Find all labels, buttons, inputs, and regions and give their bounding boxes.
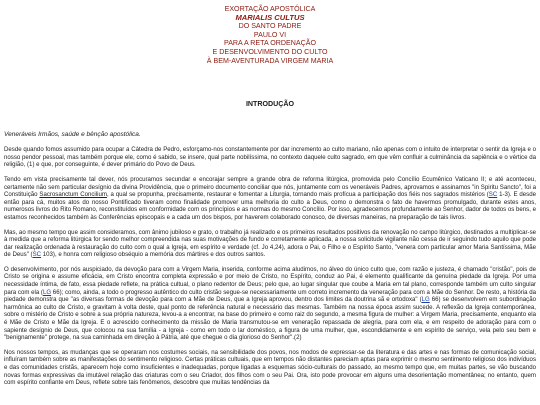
- section-title: INTRODUÇÃO: [245, 100, 295, 109]
- lg-link[interactable]: LG: [421, 296, 430, 304]
- paragraph-2-text-a: Tendo em vista precisamente tal dever, nós procuramos secundar e encorajar sempre a grande obra de reforma litúrgica, promovida pelo Concílio Ecumênico Vaticano II; e até aconteceu, certamente não sem particular desígnio da divina Providência, que o primeiro documento conciliar que nós, juntamente com os veneráveis Padres, aprovamos e assinamos "in Spiritu Sancto", foi a Constituição: [4, 175, 536, 199]
- paragraph-4-text-c: 66) se desenvolvem em subordinação harmônica ao culto de Cristo, e gravitam à volta deste, qual ponto de referência natural e necessário das mesmas. Também na nossa época assim sucede. A reflexão da Igreja contemporânea, sobre o mistério de Cristo e sobre a sua própria natureza, levou-a a encontrar, na base do primeiro e como raiz do segundo, a mesma figura de mulher: a Virgem Maria, precisamente, enquanto ela é Mãe de Cristo e Mãe da Igreja. E o acrescido conhecimento da missão de Maria transmutou-se em veneração repassada de alegria, para com ela, e em respeito de adoração para com o sapiente desígnio de Deus, que colocou na sua família - a Igreja - como em todo o lar doméstico, a figura de uma mulher, que, escondidamente e em espírito de serviço, vela pelo seu bem e "benignamente" protege, na sua caminhada em direção à Pátria, até que chegue o dia glorioso do Senhor".(2): [4, 296, 537, 342]
- paragraph-5: Nos nossos tempos, as mudanças que se operaram nos costumes sociais, na sensibilidade dos povos, nos modos de expressar-se da literatura e das artes e nas formas de comunicação social, influíram também sobre as manifestações do sentimento religioso. Certas práticas cultuais, que em tempos não distantes pareciam aptas para exprimir o mesmo sentimento religioso dos indivíduos e das comunidades cristãs, aparecem hoje como insuficientes e inadequadas, porque ligadas a esquemas sócio-culturais do passado, ao mesmo tempo que, em muitas partes, se vão buscando novas formas expressivas da imutável relação das criaturas com o seu Criador, dos filhos com o seu Pai. Ora, isto pode provocar em alguns uma desorientação momentânea; no entanto, quem com espírito confiante em Deus, reflete sobre tais fenômenos, descobre que muitas tendências da: [4, 348, 536, 387]
- header-line-7: À BEM-AVENTURADA VIRGEM MARIA: [206, 56, 334, 65]
- document-header: [0, 5, 540, 65]
- paragraph-3-text-a: Mas, ao mesmo tempo que assim consideramos, com ânimo jubiloso e grato, o trabalho já realizado e os primeiros resultados positivos da renovação no campo litúrgico, destinados a multiplicar-se à medida que a reforma litúrgica for sendo melhor compreendida nas suas motivações de fundo e corretamente aplicada, a nossa solicitude vigilante não cessa de ir seguindo tudo aquilo que pode dar realização ordenada à restauração do culto com o qual a Igreja, em espírito e verdade (cf. Jo 4,24), adora o Pai, o Filho e o Espírito Santo, "venera com particular amor Maria Santíssima, Mãe de Deus" (: [4, 228, 536, 259]
- paragraph-4-text-b: 66); como, ainda, a todo o progresso autêntico do culto cristão segue-se necessariamente um correto incremento da veneração para com a Mãe do Senhor. De resto, a história da piedade demonstra que "as diversas formas de devoção para com a Mãe de Deus, que a Igreja aprovou, dentro dos limites da doutrina sã e ortodoxa" (: [4, 288, 536, 304]
- lg-link[interactable]: LG: [42, 288, 52, 296]
- header-line-4: PAULO VI: [253, 30, 287, 39]
- header-line-5: PARA A RETA ORDENAÇÃO: [224, 39, 316, 48]
- paragraph-4: [4, 266, 536, 342]
- sacrosanctum-concilium-reference: Sacrosanctum Concilium: [39, 191, 107, 199]
- paragraph-3: [4, 229, 536, 259]
- paragraph-1: Desde quando fomos assumido para ocupar a Cátedra de Pedro, esforçamo-nos constantemente por dar incremento ao culto mariano, não apenas com o intuito de interpretar o sentir da Igreja e o nosso pendor pessoal, mas também porque ele, como é sabido, se insere, qual parte nobilíssima, no contexto daquele culto sagrado, em que vêm confluir a culminância da sapiência e o vértice da religião, (1) e que, por conseguinte, é dever primário do Povo de Deus.: [4, 146, 536, 169]
- paragraph-2-text-b: , a qual se propunha, precisamente, restaurar e fomentar a Liturgia, tornando mais profícua a participação dos fiéis nos sagrados mistérios (: [106, 191, 489, 199]
- document-title: MARIALIS CULTUS: [235, 12, 305, 22]
- paragraph-2-text-c: 1-3). E desde então para cá, muitos atos do nosso Pontificado tiveram como finalidade promover uma melhoria do culto a Deus, como o demonstra o fato de havermos promulgado, durante estes anos, numerosos livros do Rito Romano, reconstituídos em conformidade com os princípios e as normas do mesmo Concílio. Por isso, agradecemos profundamente ao Senhor, dador de todos os bens, e estamos reconhecidos também às Conferências episcopais e a cada um dos bispos, por haverem colaborado conosco, de diversas maneiras, na preparação de tais livros.: [4, 191, 536, 221]
- header-line-3: DO SANTO PADRE: [238, 22, 302, 31]
- header-line-1: EXORTAÇÃO APOSTÓLICA: [224, 5, 316, 13]
- paragraph-4-text-a: O desenvolvimento, por nós auspiciado, da devoção para com a Virgem Maria, inserida, conforme acima aludimos, no álveo do único culto que, com razão e justeza, é chamado "cristão", pois de Cristo se origina e assume eficácia, em Cristo encontra completa expressão e por meio de Cristo, no Espírito, conduz ao Pai, é elemento qualificante da genuína piedade da Igreja. Por uma necessidade íntima, de fato, essa piedade reflete, na prática cultual, o plano redentor de Deus; pelo que, ao lugar singular que coube a Maria em tal plano, corresponde também um culto singular para com ela (: [4, 265, 536, 296]
- paragraph-3-text-b: 103), e honra com religioso obséquio a memória dos mártires e dos outros santos.: [41, 251, 266, 259]
- sc-link[interactable]: SC: [488, 191, 498, 199]
- sc-link[interactable]: SC: [32, 251, 42, 259]
- greeting: Veneráveis Irmãos, saúde e bênção apostólica.: [4, 131, 141, 139]
- header-line-6: E DESENVOLVIMENTO DO CULTO: [212, 47, 328, 56]
- paragraph-2: [4, 176, 536, 222]
